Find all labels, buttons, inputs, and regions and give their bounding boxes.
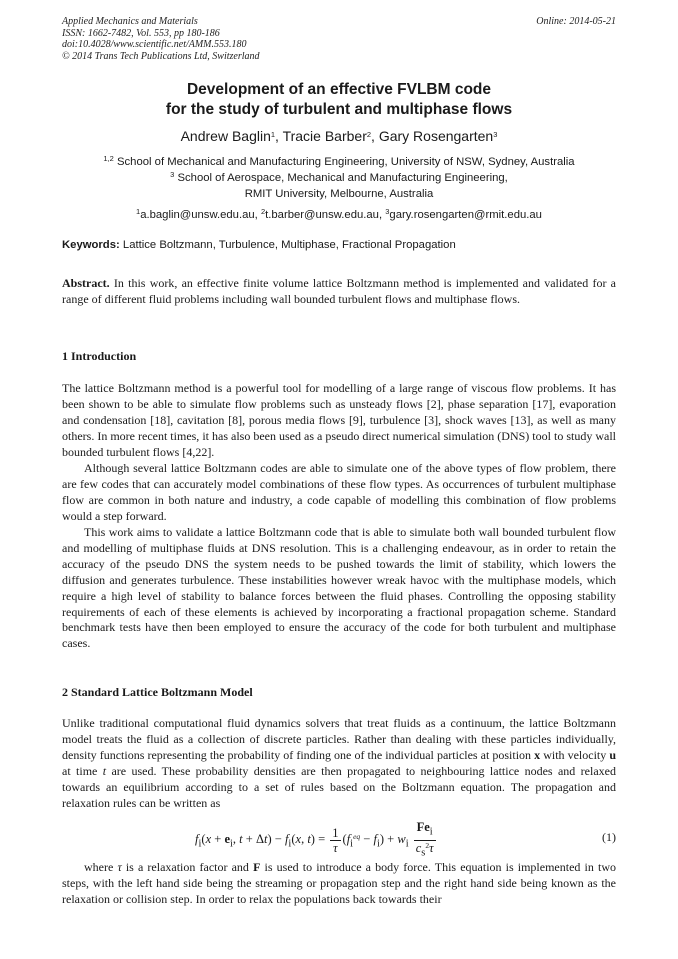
author-2-sup: 2 [366, 130, 372, 139]
equation-number: (1) [602, 830, 616, 844]
keywords-text: Lattice Boltzmann, Turbulence, Multiphase, Fractional Propagation [122, 239, 456, 251]
model-p2-part-b: is a relaxation factor and [121, 860, 254, 874]
affiliation-1-sup: 1,2 [103, 154, 114, 163]
model-p1-var-x: x [534, 747, 541, 762]
title-line-1: Development of an effective FVLBM code [186, 81, 492, 98]
paper-title [62, 80, 616, 120]
keywords-label: Keywords: [62, 239, 120, 251]
title-line-2: for the study of turbulent and multiphase flows [165, 101, 513, 118]
intro-paragraph-2: Although several lattice Boltzmann codes are able to simulate one of the above types of flow problem, there are few codes that can accurately model combinations of these flow types. As occurrences of turbulent multiphase flow are common in both nature and industry, a code capable of modelling this combination of flow problems would a step forward. [62, 461, 616, 523]
email-2[interactable]: t.barber@unsw.edu.au, [265, 209, 383, 221]
abstract [62, 276, 616, 308]
intro-paragraph-1: The lattice Boltzmann method is a powerful tool for modelling of a large range of viscous flow problems. It has been shown to be able to simulate flow problems such as unsteady flows [2], phase separation [17], evaporation and condensation [18], cavitation [8], porous media flows [9], turbulence [3], shock waves [13], as well as many others. In more recent times, it has also been used as a pseudo direct numerical simulation (DNS) tool to study wall bounded turbulent flows [4,22]. [62, 381, 616, 459]
model-p1-var-t: t [102, 763, 107, 778]
online-date: Online: 2014-05-21 [536, 16, 616, 27]
model-p1-part-a: Unlike traditional computational fluid dynamics solvers that treat fluids as a continuum, the lattice Boltzmann model treats the fluid as a collection of discrete particles. Rather than dealing with these particles individually, density functions representing the probability of finding one of the individual particles at position [62, 716, 616, 762]
author-3-sup: 3 [493, 130, 498, 139]
abstract-text: In this work, an effective finite volume lattice Boltzmann method is implemented and validated for a range of different fluid problems including wall bounded turbulent flows and multiphase flows. [62, 276, 616, 306]
model-p1-part-c: at time [62, 763, 103, 778]
keywords [62, 237, 616, 253]
model-p1-part-b: with velocity [540, 747, 610, 762]
model-p1-part-d: are used. These probability densities are then propagated to neighbouring lattice nodes and relaxed towards an equilibrium according to a set of rules based on the Boltzmann equation. The propagation and relaxation rules can be written as [62, 763, 616, 810]
copyright-line: © 2014 Trans Tech Publications Ltd, Switzerland [62, 50, 260, 62]
issn-line: ISSN: 1662-7482, Vol. 553, pp 180-186 [62, 27, 220, 39]
author-1: Andrew Baglin [180, 128, 271, 144]
model-paragraph-1 [62, 716, 616, 811]
boltzmann-equation: $f_i(x + e_i$, $t + \Delta t) - f_i(x$, t) = $\frac{1}{\tau}$ $(f_i^{eq} - f_i) + w_i$ $\frac{Fe_i}{c_s^2\tau}$ [195, 820, 434, 858]
email-1[interactable]: a.baglin@unsw.edu.au, [140, 209, 258, 221]
affiliation-1 [62, 154, 616, 170]
affiliation-2-sup: 3 [170, 170, 175, 179]
email-1-sup: 1 [136, 207, 141, 216]
email-3[interactable]: gary.rosengarten@rmit.edu.au [389, 209, 542, 221]
doi-line: doi:10.4028/www.scientific.net/AMM.553.180 [62, 39, 247, 50]
intro-paragraph-3: This work aims to validate a lattice Boltzmann code that is able to simulate both wall bounded turbulent flow and modelling of multiphase fluids at DNS resolution. This is a challenging endeavour, as in order to retain the accuracy of the pseudo DNS the system needs to be pushed towards the limit of stability, which lowers the diffusion and generates turbulence. These instabilities however wreak havoc with the multiphase models, which require a high level of stability to balance forces between the fluid phases. Controlling the opposing stability requirements of each of these elements is achieved by incorporating a fractional propagation scheme. Standard benchmark tests have then been employed to ensure the accuracy of the code for both turbulent and multiphase cases. [62, 525, 616, 651]
section-1-heading: 1 Introduction [62, 349, 137, 363]
model-p1-var-u: u [609, 747, 616, 762]
model-p2-part-a: where [84, 860, 118, 874]
affiliation-2-text: School of Aerospace, Mechanical and Manufacturing Engineering, [177, 172, 508, 184]
affiliation-3: RMIT University, Melbourne, Australia [244, 188, 434, 200]
email-2-sup: 2 [260, 207, 266, 216]
author-list: Andrew Baglin$^1$, Tracie Barber$^2$, Gary Rosengarten$^3$ [180, 128, 498, 144]
author-1-sup: 1 [270, 130, 276, 139]
section-2-heading: 2 Standard Lattice Boltzmann Model [62, 685, 253, 699]
affiliation-2 [62, 170, 616, 186]
model-paragraph-2 [62, 860, 616, 908]
eq-f-symbol: f [195, 831, 199, 846]
model-p2-part-c: is used to introduce a body force. This equation is implemented in two steps, with the left hand side being the streaming or propagation step and the right hand side being known as the relaxation or collision step. In order to relax the populations back towards their [62, 860, 616, 906]
abstract-label: Abstract. [62, 276, 110, 290]
model-p2-var-tau: τ [117, 860, 122, 874]
email-list [62, 207, 616, 223]
email-3-sup: 3 [385, 207, 390, 216]
affiliation-1-text: School of Mechanical and Manufacturing Engineering, University of NSW, Sydney, Australia [117, 156, 575, 168]
journal-name: Applied Mechanics and Materials [62, 16, 198, 27]
journal-header [62, 16, 362, 62]
author-3: Gary Rosengarten [378, 128, 494, 144]
author-2: Tracie Barber [282, 128, 367, 144]
model-p2-var-f: F [253, 860, 261, 874]
